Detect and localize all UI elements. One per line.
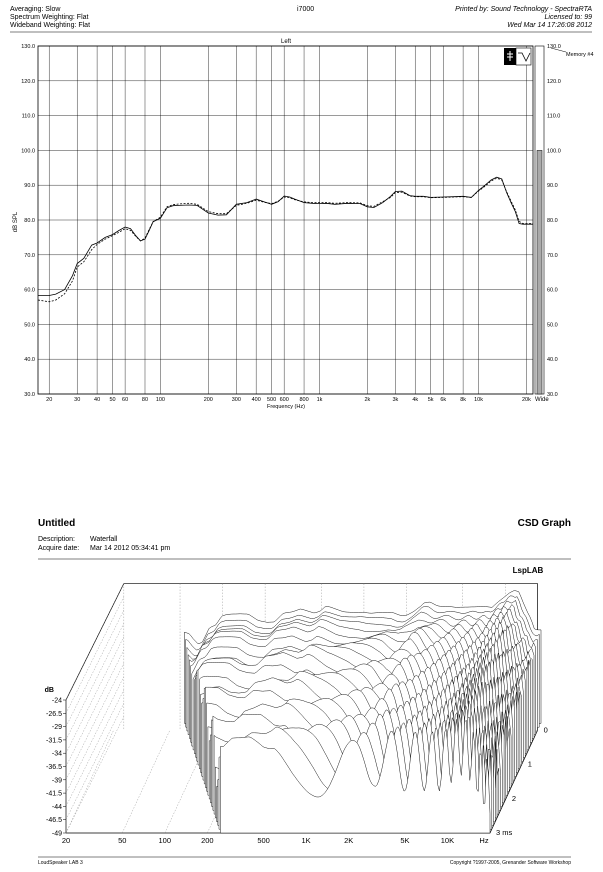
y-tick-label-right: 50.0 [547,322,558,329]
x-tick-label: 60 [122,397,129,403]
x-tick-label: 3k [392,397,399,403]
wideband-weighting-label: Wideband Weighting: Flat [10,22,91,29]
acquire-date-value: Mar 14 2012 05:34:41 pm [90,545,171,552]
x-tick-label: 5K [400,836,410,845]
x-tick-label: 10K [440,836,455,845]
x-tick-label: 30 [74,397,81,403]
chart-title: Left [280,39,292,45]
y-tick-label-right: 100.0 [547,148,561,155]
csd-h-gridline [66,663,124,779]
x-tick-label: 5k [427,397,434,403]
response-trace [38,177,533,295]
rta-mode-icon[interactable] [504,48,516,65]
licensed-label: Licensed to: 99 [544,14,592,21]
filter-shape-icon[interactable] [516,48,531,65]
csd-h-gridline [66,677,124,793]
csd-h-gridline [66,717,124,833]
z-tick-label: -24 [51,697,62,705]
datetime-label: Wed Mar 14 17:26:08 2012 [507,22,592,29]
x-tick-label: 20 [61,836,71,845]
x-tick-label: 20 [46,397,53,403]
csd-h-gridline [66,637,124,753]
lsplab-logo: LspLAB [512,566,544,575]
z-tick-label: -46.5 [46,817,62,825]
csd-chart [0,530,603,860]
csd-graph-type: CSD Graph [517,518,571,529]
csd-h-gridline [66,597,124,713]
csd-title: Untitled [38,518,76,529]
y-tick-label-right: 80.0 [547,218,558,224]
acquire-date-label: Acquire date: [38,545,80,552]
x-tick-label: 50 [118,836,127,845]
csd-h-gridline [66,703,124,819]
y-tick-label: 40.0 [24,357,35,364]
y-tick-label: 50.0 [24,322,35,329]
z-tick-label: -26.5 [46,710,62,718]
printed-by-label: Printed by: Sound Technology - SpectraRTA [455,6,592,13]
x-tick-label: 100 [158,836,172,845]
x-tick-label: 2k [364,397,371,403]
x-tick-label: 6k [440,397,447,403]
z-tick-label: -31.5 [46,737,62,745]
y-tick-label-right: 110.0 [547,113,561,120]
x-tick-label: 600 [279,397,289,403]
time-tick-label: 0 [543,725,548,735]
y-tick-label: 80.0 [24,218,35,224]
z-tick-label: -49 [51,830,62,838]
wide-label: Wide [535,397,549,403]
x-tick-label: 100 [155,397,166,403]
x-tick-label: 200 [203,397,213,403]
z-axis-label: dB [44,687,54,694]
x-tick-label: 1K [301,836,311,845]
time-tick-label: 3 ms [496,828,513,837]
x-tick-label: 8k [460,397,467,403]
x-tick-label: 1k [316,397,323,403]
model-label: i7000 [297,6,315,13]
rta-chart [0,0,603,420]
y-tick-label-right: 70.0 [547,252,558,259]
y-tick-label: 70.0 [24,252,35,259]
y-tick-label-right: 120.0 [547,78,561,85]
y-tick-label: 110.0 [21,113,35,120]
x-tick-label: 400 [251,397,261,403]
z-tick-label: -29 [51,724,62,732]
y-tick-label-right: 90.0 [547,183,558,190]
x-tick-label: 800 [299,397,309,403]
y-tick-label: 120.0 [21,78,35,85]
footer-left: LoudSpeaker LAB 3 [38,860,83,866]
z-tick-label: -41.5 [46,790,62,798]
csd-h-gridline [66,690,124,806]
csd-depth-gridline [122,730,170,833]
x-tick-label: 2K [344,836,354,845]
x-tick-label: 80 [141,397,149,403]
y-tick-label: 90.0 [24,183,35,190]
z-tick-label: -44 [51,803,62,811]
memory-label: Memory #4 [566,52,594,58]
x-unit-label: Hz [479,836,489,845]
x-tick-label: 40 [94,397,101,403]
y-tick-label-right: 60.0 [547,287,558,294]
y-tick-label: 100.0 [21,148,35,155]
description-value: Waterfall [90,536,118,543]
x-tick-label: 500 [257,836,270,845]
y-tick-label: 30.0 [24,392,35,398]
z-tick-label: -36.5 [46,764,62,771]
x-tick-label: 500 [266,397,277,403]
y-tick-label: 60.0 [24,287,35,294]
csd-h-gridline [66,610,124,726]
z-tick-label: -39 [51,777,62,785]
x-axis-label: Frequency (Hz) [267,404,305,410]
x-tick-label: 20k [521,397,531,403]
x-tick-label: 200 [201,836,214,845]
footer-right: Copyright ?1997-2005, Grenander Software Workshop [449,860,571,866]
csd-depth-gridline [66,730,114,833]
x-tick-label: 10k [474,397,483,403]
spectrum-weighting-label: Spectrum Weighting: Flat [10,14,89,21]
time-tick-label: 2 [511,793,517,803]
averaging-label: Averaging: Slow [10,6,61,13]
z-tick-label: -34 [51,750,62,758]
x-tick-label: 300 [231,397,241,403]
csd-h-gridline [66,650,124,766]
x-tick-label: 50 [109,397,116,403]
y-tick-label: 130.0 [21,44,35,50]
y-tick-label-right: 40.0 [547,357,558,364]
y-axis-label: dB SPL [13,211,19,233]
time-tick-label: 1 [527,759,532,769]
y-tick-label-right: 130.0 [547,44,561,50]
csd-h-gridline [66,623,124,739]
y-tick-label-right: 30.0 [547,392,558,398]
description-label: Description: [38,536,75,543]
x-tick-label: 4k [412,397,419,403]
level-meter-bar [537,150,542,394]
